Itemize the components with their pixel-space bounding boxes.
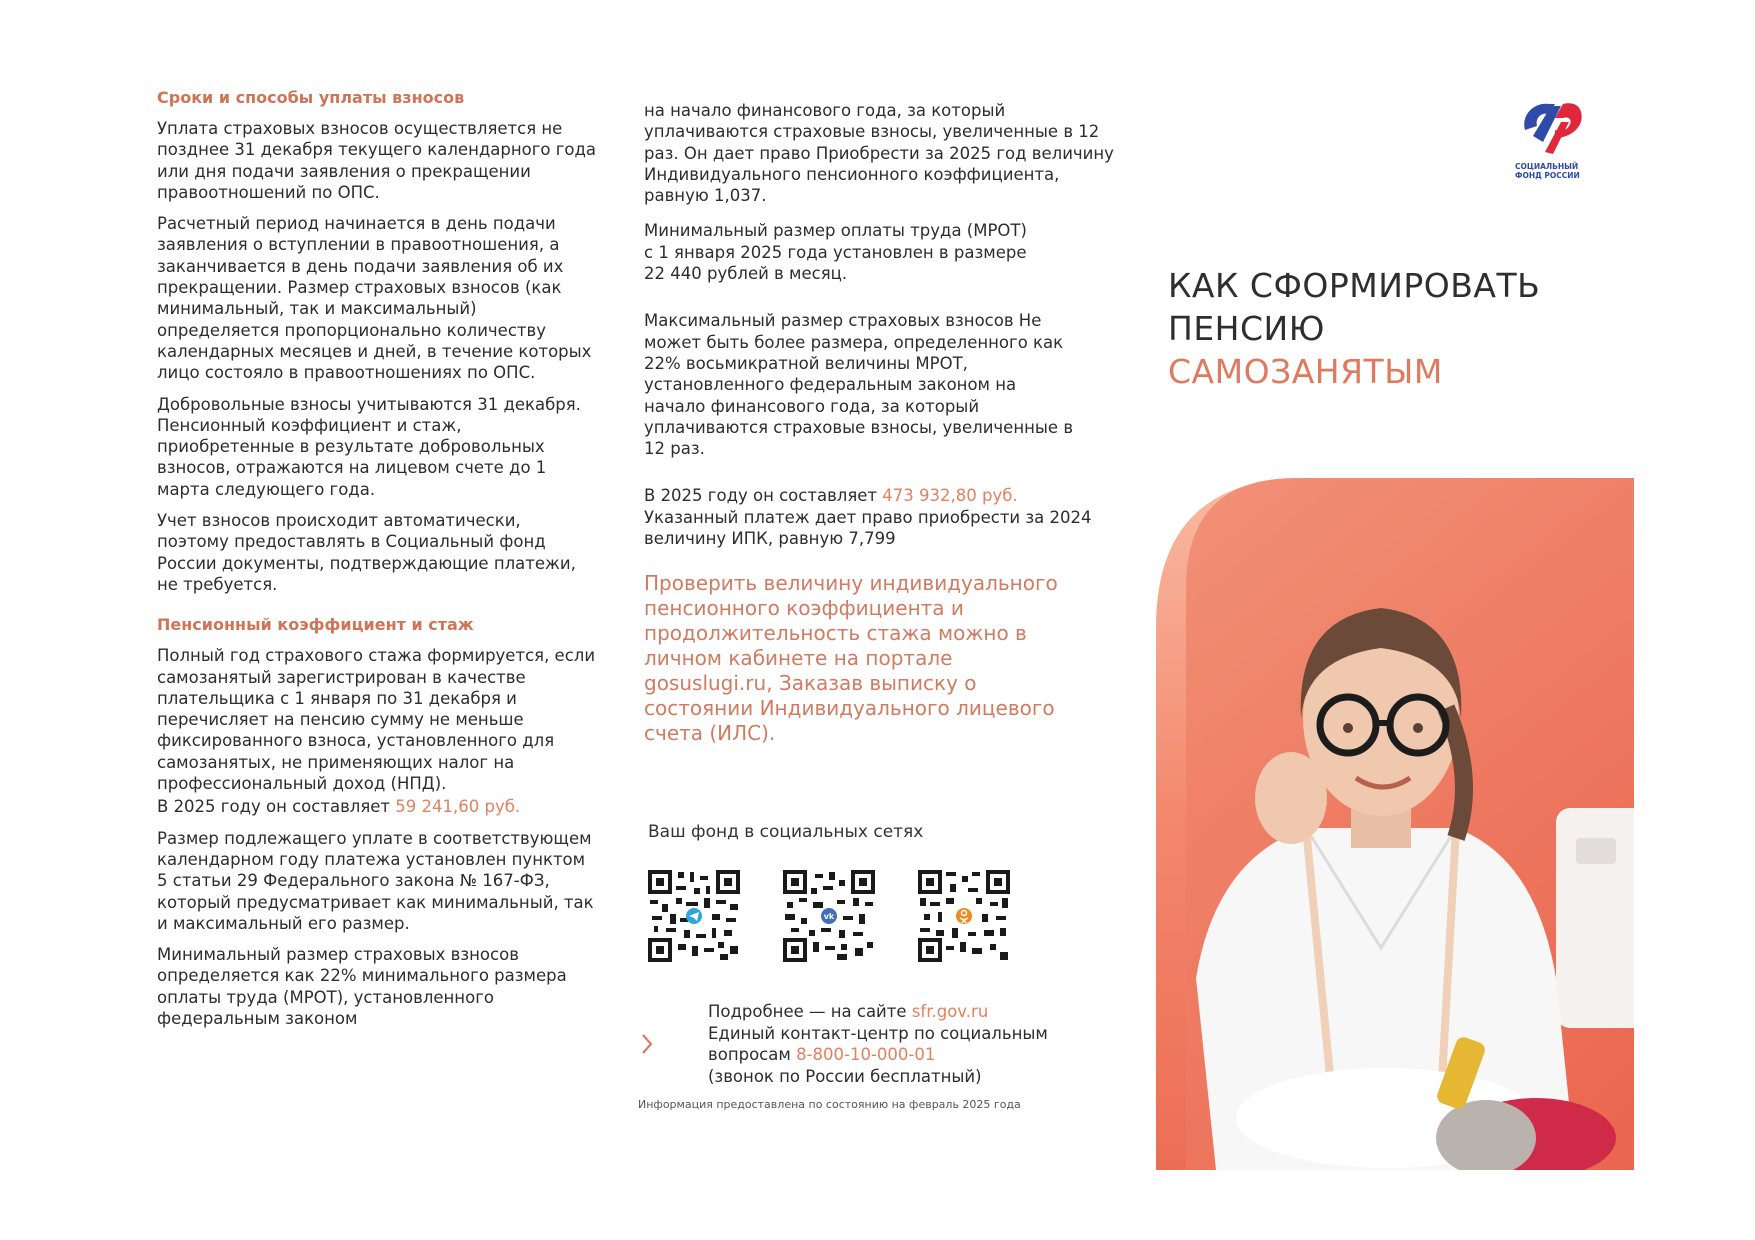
amount-label: В 2025 году он составляет bbox=[644, 486, 878, 506]
sfr-logo bbox=[1515, 92, 1605, 180]
paragraph: Максимальный размер страховых взносов Не может быть более размера, определенного как 22% восьмикратной величины МРОТ, установленного федеральным законом на начало финансового года, за который уплачиваются страховые взносы, увеличенные в 12 раз. bbox=[644, 311, 1074, 459]
paragraph: Минимальный размер страховых взносов определяется как 22% минимального размера оплаты труда (МРОТ), установленного федеральным законом bbox=[157, 945, 567, 1028]
chevron-right-icon bbox=[640, 1032, 654, 1056]
contact-line-free: (звонок по России бесплатный) bbox=[708, 1066, 982, 1086]
paragraph: Размер подлежащего уплате в соответствующем календарном году платежа установлен пунктом 5 статьи 29 Федерального закона № 167-ФЗ, который предусматривает как минимальный, так и максимальный его размер. bbox=[157, 828, 594, 933]
paragraph: Уплата страховых взносов осуществляется не позднее 31 декабря текущего календарного года или дня подачи заявления о прекращении правоотношений по ОПС. bbox=[157, 119, 597, 202]
logo-text-line1: СОЦИАЛЬНЫЙ bbox=[1515, 162, 1579, 171]
contact-block bbox=[708, 1001, 1128, 1087]
site-link[interactable]: sfr.gov.ru bbox=[911, 1002, 989, 1021]
footnote: Информация предоставлена по состоянию на февраль 2025 года bbox=[638, 1098, 1021, 1111]
qr-code-telegram[interactable] bbox=[646, 868, 742, 964]
paragraph-text: Указанный платеж дает право приобрести за 2024 величину ИПК, равную 7,799 bbox=[644, 507, 1092, 549]
fixed-contribution-amount: 59 241,60 руб. bbox=[395, 797, 521, 817]
middle-column bbox=[644, 100, 1114, 746]
contact-line-phone bbox=[708, 1023, 1128, 1066]
contact-line-site bbox=[708, 1001, 1128, 1023]
left-column bbox=[157, 88, 597, 1039]
paragraph-max-amount bbox=[644, 485, 1114, 549]
title-line2: ПЕНСИЮ bbox=[1168, 309, 1325, 348]
logo-text-line2: ФОНД РОССИИ bbox=[1515, 171, 1580, 180]
section-heading-coefficient: Пенсионный коэффициент и стаж bbox=[157, 615, 474, 635]
paragraph-text: Полный год страхового стажа формируется, если самозанятый зарегистрирован в качестве плательщика с 1 января по 31 декабря и перечисляет на пенсию сумму не меньше фиксированного взноса, установленного для самозанятых, не применяющих налог на профессиональный доход (НПД). bbox=[157, 646, 596, 794]
cover-title bbox=[1168, 264, 1588, 393]
paragraph: Учет взносов происходит автоматически, поэтому предоставлять в Социальный фонд России документы, подтверждающие платежи, не требуется. bbox=[157, 511, 576, 594]
paragraph bbox=[157, 645, 597, 794]
qr-code-ok[interactable] bbox=[916, 868, 1012, 964]
contact-label: Подробнее — на сайте bbox=[708, 1002, 907, 1021]
amount-label: В 2025 году он составляет bbox=[157, 797, 391, 817]
title-line1: КАК СФОРМИРОВАТЬ bbox=[1168, 266, 1541, 305]
title-line3: САМОЗАНЯТЫМ bbox=[1168, 352, 1443, 391]
paragraph: Расчетный период начинается в день подачи заявления о вступлении в правоотношения, а заканчивается в день подачи заявления об их прекращении. Размер страховых взносов (как минимальный, так и максимальный) определяется пропорционально количеству календарных месяцев и дней, в течение которых лицо состояло в правоотношениях по ОПС. bbox=[157, 214, 592, 383]
section-heading-payment: Сроки и способы уплаты взносов bbox=[157, 88, 465, 107]
paragraph: Добровольные взносы учитываются 31 декабря. Пенсионный коэффициент и стаж, приобретенные в результате добровольных взносов, отражаются на лицевом счете до 1 марта следующего года. bbox=[157, 394, 581, 499]
max-contribution-amount: 473 932,80 руб. bbox=[882, 486, 1018, 506]
paragraph: на начало финансового года, за который уплачиваются страховые взносы, увеличенные в 12 раз. Он дает право Приобрести за 2025 год величину Индивидуального пенсионного коэффициента, равную 1,037. bbox=[644, 101, 1114, 206]
check-coefficient-note: Проверить величину индивидуального пенсионного коэффициента и продолжительность стажа можно в личном кабинете на портале gosuslugi.ru, Заказав выписку о состоянии Индивидуального лицевого счета (ИЛС). bbox=[644, 571, 1058, 746]
svg-text:vk: vk bbox=[823, 912, 835, 921]
sfr-logo-icon bbox=[1515, 92, 1591, 156]
qr-code-vk[interactable] bbox=[781, 868, 877, 964]
phone-link[interactable]: 8-800-10-000-01 bbox=[796, 1045, 936, 1064]
paragraph: Минимальный размер оплаты труда (МРОТ) с 1 января 2025 года установлен в размере 22 440 рублей в месяц. bbox=[644, 221, 1027, 284]
cover-photo bbox=[1156, 478, 1634, 1170]
contact-label: Единый контакт-центр по социальным вопросам bbox=[708, 1023, 1048, 1064]
social-networks-title: Ваш фонд в социальных сетях bbox=[648, 822, 924, 842]
paragraph-amount bbox=[157, 796, 597, 817]
cover-photo-illustration bbox=[1156, 478, 1634, 1170]
